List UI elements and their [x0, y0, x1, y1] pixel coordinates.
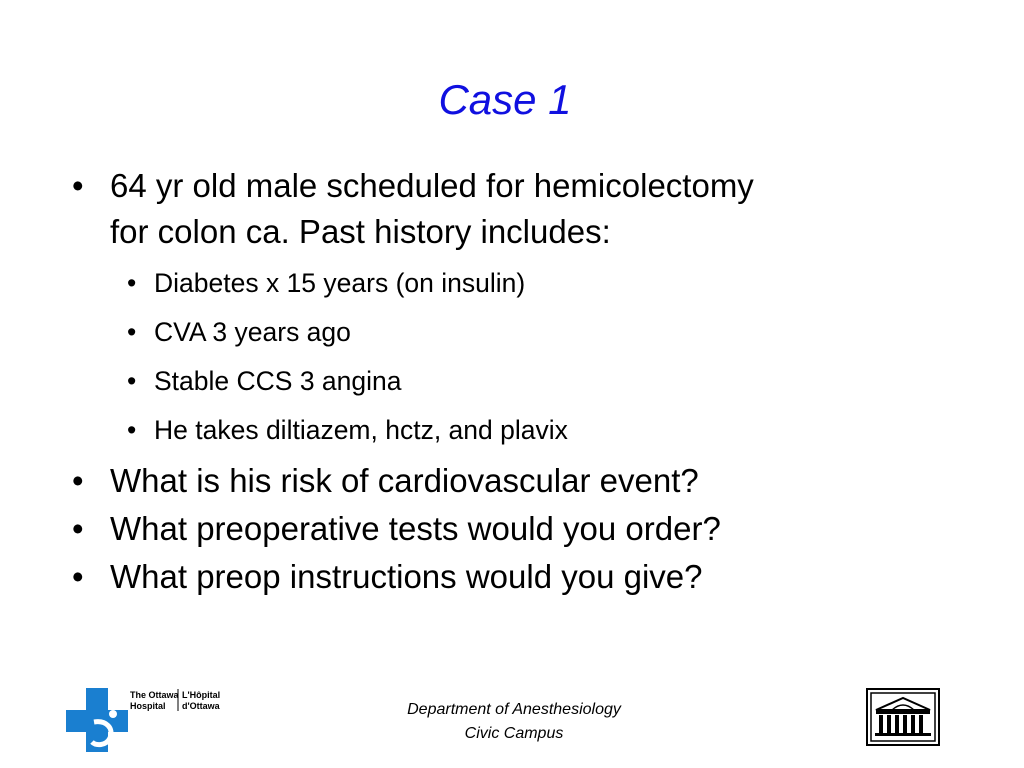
bullet-item	[72, 457, 972, 505]
bullet-dot: •	[127, 366, 137, 396]
bullet-item	[72, 505, 972, 553]
bullet-dot: •	[127, 317, 137, 347]
bullet-dot: •	[72, 510, 84, 547]
bullet-text: What preop instructions would you give?	[110, 558, 703, 595]
ottawa-hospital-logo-icon	[66, 686, 246, 756]
sub-bullet-item	[127, 406, 972, 455]
logo-text-fr-1: L'Hôpital	[182, 690, 221, 700]
sub-bullet-item	[127, 308, 972, 357]
bullet-dot: •	[127, 415, 137, 445]
bullet-dot: •	[72, 167, 84, 204]
bullet-text-line: for colon ca. Past history includes:	[110, 213, 611, 250]
sub-bullet-list	[72, 259, 972, 455]
bullet-dot: •	[127, 268, 137, 298]
bullet-item	[72, 163, 972, 255]
bullet-text-line: 64 yr old male scheduled for hemicolectomy	[110, 167, 754, 204]
footer-campus: Civic Campus	[464, 725, 564, 742]
sub-bullet-text: He takes diltiazem, hctz, and plavix	[154, 415, 568, 445]
slide-content	[72, 163, 972, 601]
logo-text-fr-2: d'Ottawa	[182, 701, 220, 711]
sub-bullet-item	[127, 357, 972, 406]
bullet-text: What preoperative tests would you order?	[110, 510, 721, 547]
sub-bullet-text: Stable CCS 3 angina	[154, 366, 402, 396]
bullet-dot: •	[72, 462, 84, 499]
slide-title: Case 1	[438, 76, 572, 123]
bullet-dot: •	[72, 558, 84, 595]
footer	[324, 698, 704, 746]
bullet-item	[72, 553, 972, 601]
building-columns-icon	[866, 688, 940, 746]
bullet-text: What is his risk of cardiovascular event?	[110, 462, 699, 499]
logo-text-en-1: The Ottawa	[130, 690, 179, 700]
sub-bullet-text: CVA 3 years ago	[154, 317, 351, 347]
sub-bullet-item	[127, 259, 972, 308]
sub-bullet-text: Diabetes x 15 years (on insulin)	[154, 268, 526, 298]
footer-department: Department of Anesthesiology	[407, 701, 621, 718]
logo-text-en-2: Hospital	[130, 701, 166, 711]
